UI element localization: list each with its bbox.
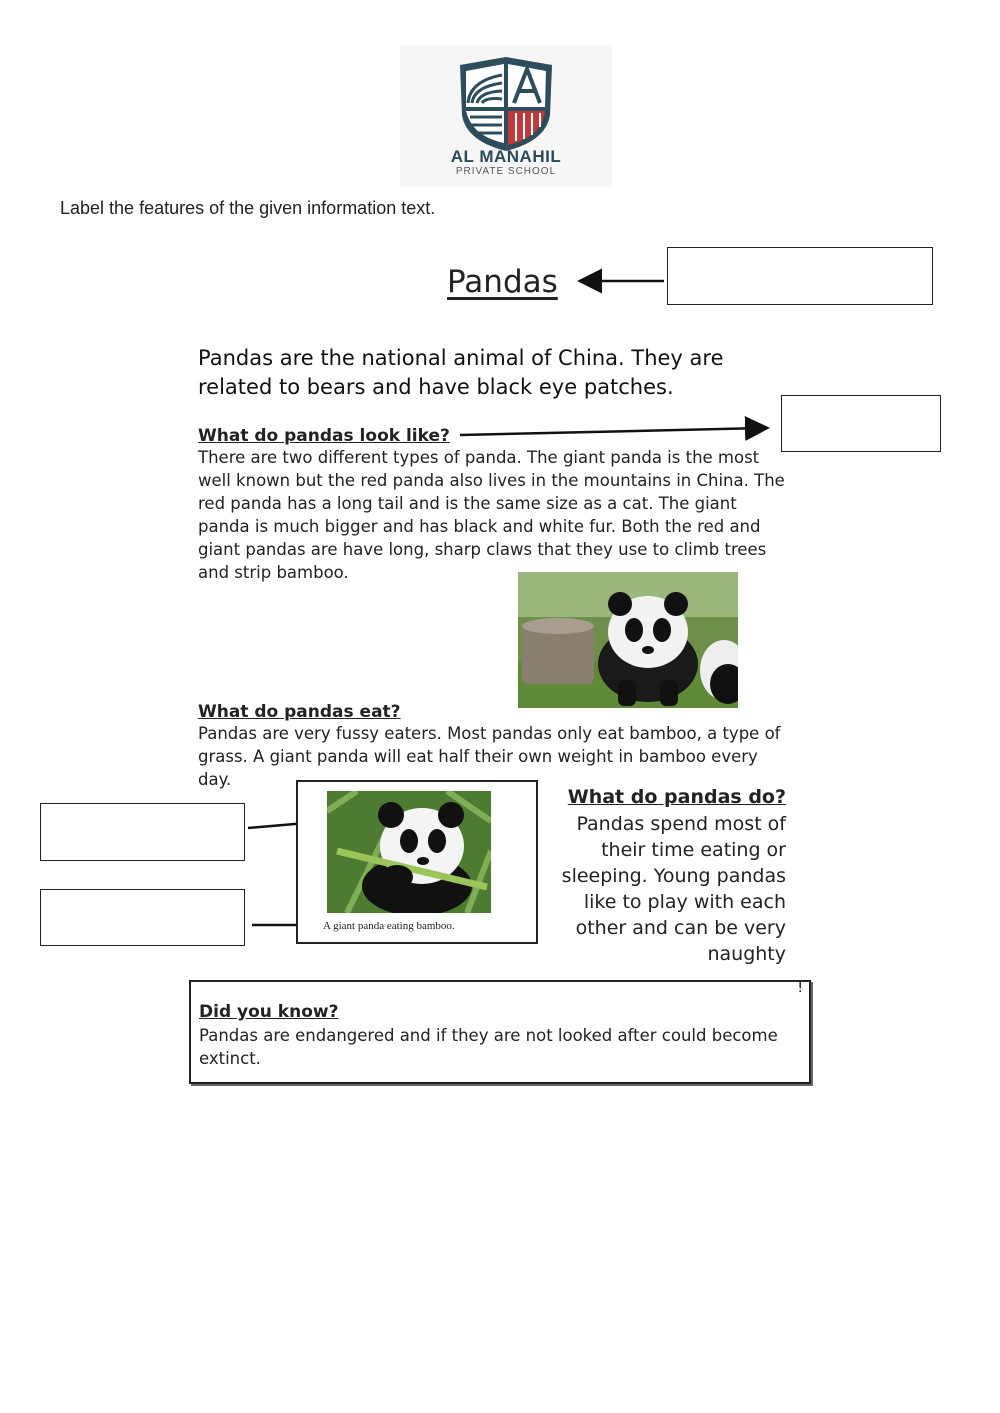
subheading-eat: What do pandas eat? (198, 702, 401, 722)
section-look-like (198, 426, 788, 584)
paragraph-eat: Pandas are very fussy eaters. Most pandas only eat bamboo, a type of grass. A giant panda will eat half their own weight in bamboo every day. (198, 724, 781, 789)
label-box-title[interactable] (667, 247, 933, 305)
instruction-text: Label the features of the given information text. (60, 198, 436, 218)
panda-eating-photo (327, 791, 491, 913)
school-subtitle: PRIVATE SCHOOL (455, 166, 557, 177)
did-you-know-heading: Did you know? (199, 1002, 339, 1022)
label-box-caption[interactable] (40, 889, 245, 946)
school-name: AL MANAHIL (450, 147, 562, 166)
section-eat (198, 702, 792, 791)
photo-caption: A giant panda eating bamboo. (323, 920, 455, 932)
paragraph-look-like: There are two different types of panda. The giant panda is the most well known but the red panda also lives in the mountains in China. The red panda has a long tail and is the same size as a cat. The giant panda is much bigger and has black and white fur. Both the red and giant pandas are have long, sharp claws that they use to climb trees and strip bamboo. (198, 448, 785, 582)
section-do (552, 786, 786, 967)
did-you-know-mark: ! (797, 980, 803, 996)
article-title: Pandas (447, 264, 558, 300)
panda-photo (518, 572, 738, 708)
subheading-do: What do pandas do? (567, 786, 786, 808)
label-box-picture[interactable] (40, 803, 245, 861)
paragraph-do: Pandas spend most of their time eating or sleeping. Young pandas like to play with each other and can be very naughty (561, 813, 786, 965)
label-box-subheading[interactable] (781, 395, 941, 452)
did-you-know-box (189, 980, 811, 1084)
intro-paragraph: Pandas are the national animal of China. They are related to bears and have black eye patches. (198, 346, 724, 399)
subheading-look-like: What do pandas look like? (198, 426, 450, 446)
did-you-know-text: Pandas are endangered and if they are not looked after could become extinct. (199, 1026, 778, 1068)
